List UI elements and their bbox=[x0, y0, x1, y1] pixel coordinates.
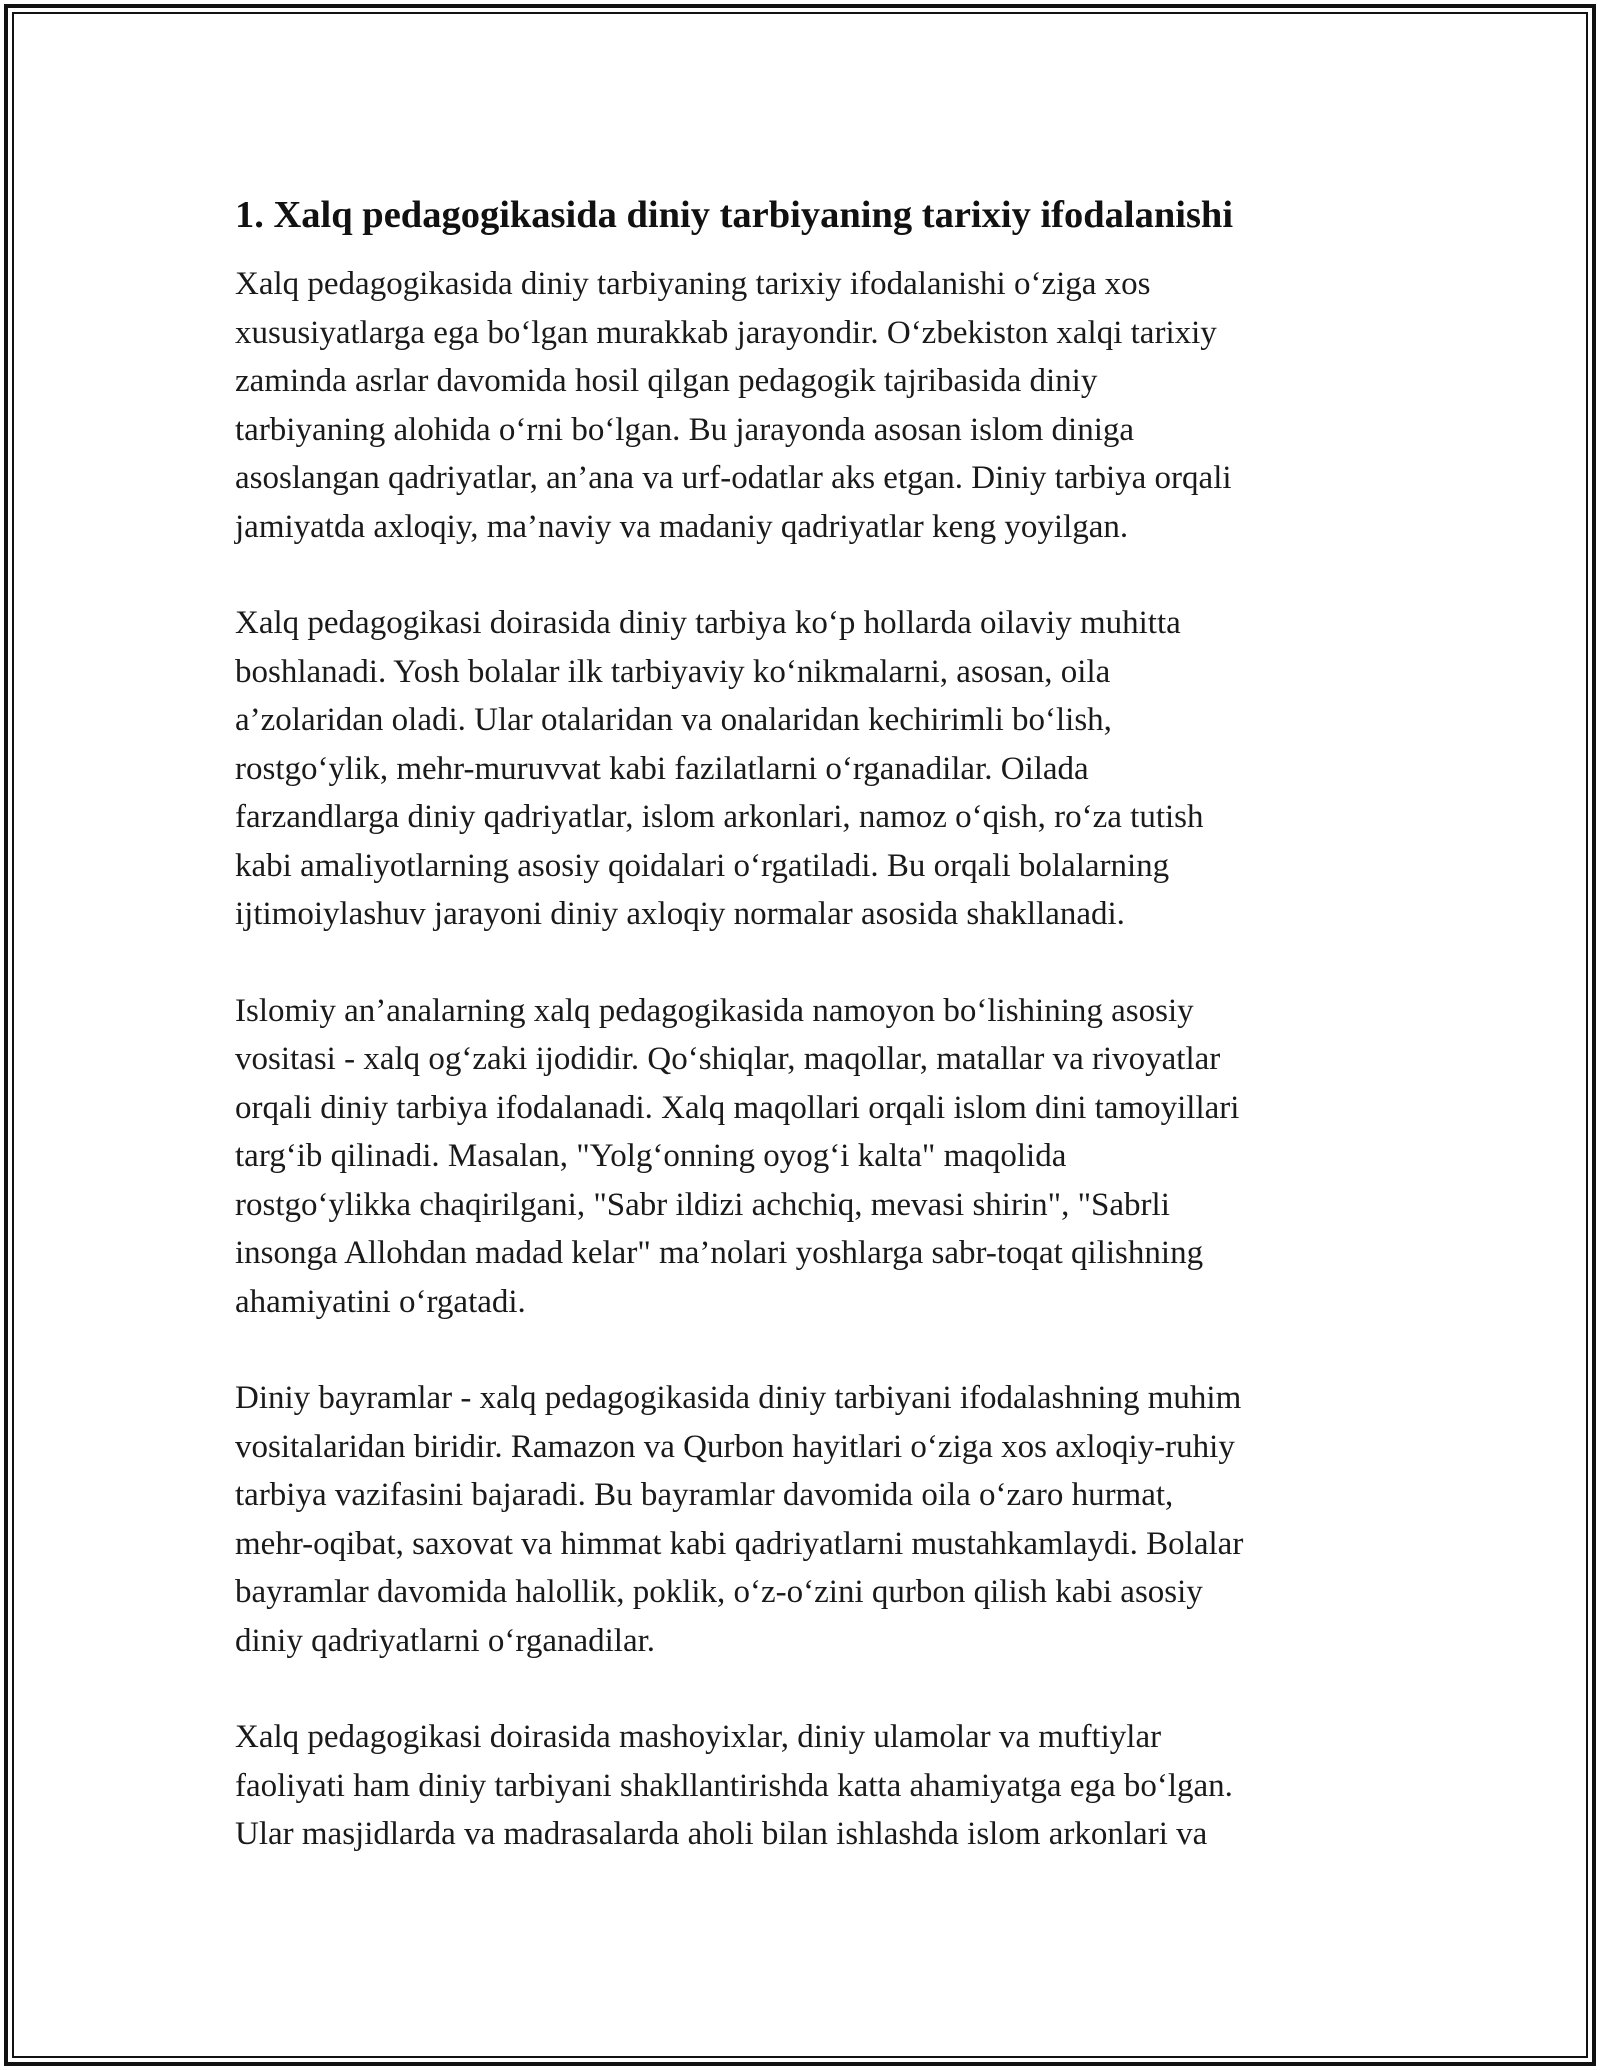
document-body bbox=[235, 190, 1375, 1907]
paragraph-4: Diniy bayramlar - xalq pedagogikasida diniy tarbiyani ifodalashning muhim vositalaridan biridir. Ramazon va Qurbon hayitlari oʻziga xos axloqiy-ruhiy tarbiya vazifasini bajaradi. Bu bayramlar davomida oila oʻzaro hurmat, mehr-oqibat, saxovat va himmat kabi qadriyatlarni mustahkamlaydi. Bolalar bayramlar davomida halollik, poklik, oʻz-oʻzini qurbon qilish kabi asosiy diniy qadriyatlarni oʻrganadilar. bbox=[235, 1380, 1244, 1659]
paragraph-5: Xalq pedagogikasi doirasida mashoyixlar, diniy ulamolar va muftiylar faoliyati ham diniy tarbiyani shakllantirishda katta ahamiyatga ega boʻlgan. Ular masjidlarda va madrasalarda aholi bilan ishlashda islom arkonlari va bbox=[235, 1719, 1233, 1852]
paragraph-3: Islomiy an’analarning xalq pedagogikasida namoyon boʻlishining asosiy vositasi - xalq ogʻzaki ijodidir. Qoʻshiqlar, maqollar, matallar va rivoyatlar orqali diniy tarbiya ifodalanadi. Xalq maqollari orqali islom dini tamoyillari targʻib qilinadi. Masalan, "Yolgʻonning oyogʻi kalta" maqolida rostgoʻylikka chaqirilgani, "Sabr ildizi achchiq, mevasi shirin", "Sabrli insonga Allohdan madad kelar" ma’nolari yoshlarga sabr-toqat qilishning ahamiyatini oʻrgatadi. bbox=[235, 992, 1240, 1320]
paragraph-1: Xalq pedagogikasida diniy tarbiyaning tarixiy ifodalanishi oʻziga xos xususiyatlarga ega boʻlgan murakkab jarayondir. Oʻzbekiston xalqi tarixiy zaminda asrlar davomida hosil qilgan pedagogik tajribasida diniy tarbiyaning alohida oʻrni boʻlgan. Bu jarayonda asosan islom diniga asoslangan qadriyatlar, an’ana va urf-odatlar aks etgan. Diniy tarbiya orqali jamiyatda axloqiy, ma’naviy va madaniy qadriyatlar keng yoyilgan. bbox=[235, 266, 1232, 545]
section-heading: 1. Xalq pedagogikasida diniy tarbiyaning tarixiy ifodalanishi bbox=[235, 194, 1234, 236]
paragraph-2: Xalq pedagogikasi doirasida diniy tarbiya koʻp hollarda oilaviy muhitta boshlanadi. Yosh bolalar ilk tarbiyaviy koʻnikmalarni, asosan, oila a’zolaridan oladi. Ular otalaridan va onalaridan kechirimli boʻlish, rostgoʻylik, mehr-muruvvat kabi fazilatlarni oʻrganadilar. Oilada farzandlarga diniy qadriyatlar, islom arkonlari, namoz oʻqish, roʻza tutish kabi amaliyotlarning asosiy qoidalari oʻrgatiladi. Bu orqali bolalarning ijtimoiylashuv jarayoni diniy axloqiy normalar asosida shakllanadi. bbox=[235, 605, 1204, 932]
